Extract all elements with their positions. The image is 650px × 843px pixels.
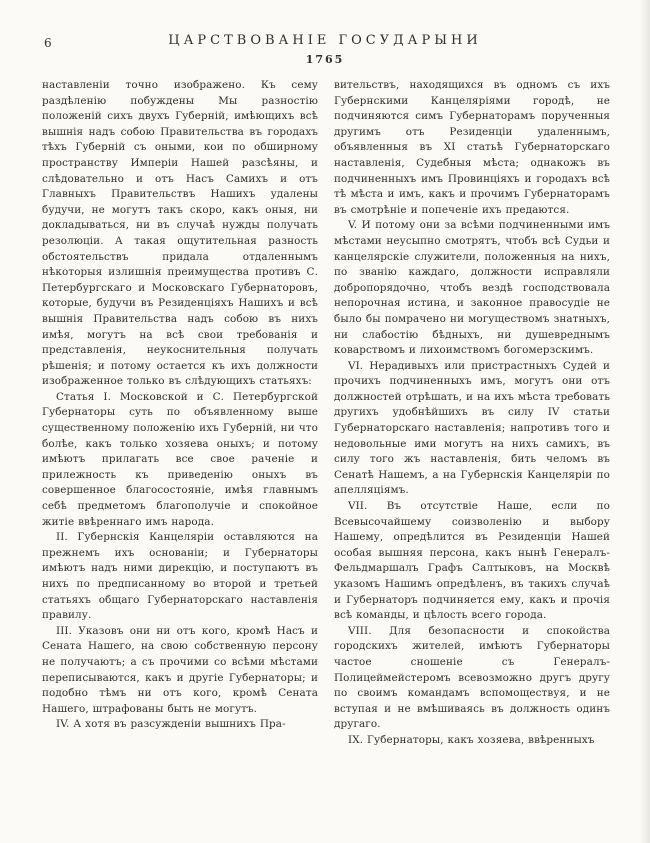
- paragraph-article-6: VI. Нерадивыхъ или пристрастныхъ Судей и прочихъ подчиненныхъ имъ, могутъ они отъ должностей отрѣшать, и на ихъ мѣста требовать другихъ удобнѣйшихъ въ силу IV статьи Губернаторскаго наставленія; напротивъ того и недовольные ими могутъ на нихъ самихъ, въ силу того жъ наставленія, бить челомъ въ Сенатѣ Нашемъ, а на Губернскія Канцеляріи по апелляціямъ.: [334, 359, 610, 497]
- running-head: [0, 0, 650, 66]
- paragraph-article-7: VII. Въ отсутствіе Наше, если по Всевысочайшему соизволенію и выбору Нашему, опредѣлится въ Резиденціи Нашей особая вышняя персона, какъ нынѣ Генералъ-Фельдмаршалъ Графъ Салтыковъ, на Москвѣ указомъ Нашимъ опредѣленъ, въ такихъ случаѣ и Губернаторъ подчиняется ему, какъ и прочія всѣ команды, и цѣлость всего города.: [334, 500, 610, 622]
- paragraph-article-4-continuation: вительствъ, находящихся въ одномъ съ ихъ Губернскими Канцеляріями городѣ, не подчиняются симъ Губернаторамъ порученныя другимъ отъ Резиденціи удаленнымъ, объявленныя въ XI статьѣ Губернаторскаго наставленія, Судебныя мѣста; однакожъ въ подчиненныхъ имъ Провинціяхъ и городахъ всѣ тѣ мѣста и имъ, какъ и прочимъ Губернаторамъ въ смотрѣніе и попеченіе ихъ предаются.: [334, 79, 610, 216]
- text-columns: [0, 66, 650, 749]
- paragraph-article-1: Статья I. Московской и С. Петербургской Губернаторы суть по объявленному выше существенному положенію ихъ Губерній, ни что болѣе, какъ только хозяева оныхъ; и потому имѣютъ прилагать все свое раченіе и прилежность къ приведенію оныхъ въ совершенное благосостояніе, имѣя главнымъ себѣ предметомъ благополучіе и спокойное житіе ввѣреннаго имъ народа.: [42, 390, 318, 528]
- paragraph-article-4-start: IV. А хотя въ разсужденіи вышнихъ Пра-: [56, 718, 286, 731]
- paragraph-article-8: VIII. Для безопасности и спокойства городскихъ жителей, имѣютъ Губернаторы частое сношеніе съ Генералъ-Полицеймейстеромъ всевозможно другъ другу по своимъ командамъ вспомоществуя, и не вступая и не вмѣшиваясь въ должность одинъ другаго.: [334, 624, 610, 731]
- paragraph-article-9-start: IX. Губернаторы, какъ хозяева, ввѣренныхъ: [348, 733, 595, 746]
- paragraph-article-3: III. Указовъ они ни отъ кого, кромѣ Насъ и Сената Нашего, на свою собственную персону не получаютъ; а съ прочими со всѣми мѣстами переписываются, какъ и другіе Губернаторы; и подобно тѣмъ ни отъ кого, кромѣ Сената Нашего, штрафованы быть не могутъ.: [42, 624, 318, 715]
- paragraph-article-5: V. И потому они за всѣми подчиненными имъ мѣстами неусыпно смотрятъ, чтобъ всѣ Судьи и канцелярскіе служители, положенныя на нихъ, по званію каждаго, должности исправляли добропорядочно, чтобъ вездѣ господствовала непорочная истина, и законное правосудіе не было бы помрачено ни могуществомъ знатныхъ, ни слабостію бѣдныхъ, ни душевреднымъ коварствомъ и лихоимствомъ богомерзскимъ.: [334, 219, 610, 357]
- left-column: [42, 78, 318, 749]
- page-number: 6: [44, 36, 52, 50]
- right-column: [334, 78, 610, 749]
- page-header-title: ЦАРСТВОВАНІЕ ГОСУДАРЫНИ: [168, 33, 482, 48]
- paragraph-article-2: II. Губернскія Канцеляріи оставляются на прежнемъ ихъ основаніи; и Губернаторы имѣютъ надъ ними дирекцію, и поступаютъ въ нихъ по предписанному во второй и третьей статьяхъ общаго Губернаторскаго наставленія правилу.: [42, 531, 318, 622]
- page-header-year: 1765: [305, 53, 345, 66]
- paragraph-continuation: наставленіи точно изображено. Къ сему раздѣленію побуждены Мы разностію положеній сихъ двухъ Губерній, имѣющихъ всѣ вышнія надъ собою Правительства въ городахъ тѣхъ Губерній съ оными, кои по обширному пространству Имперіи Нашей разсѣяны, и слѣдовательно и отъ Насъ Самихъ и отъ Главныхъ Правительствъ Нашихъ удалены будучи, не могутъ такъ скоро, какъ оныя, ни докладываться, ни въ случаѣ нужды получать резолюціи. А такая ощутительная разность обстоятельствъ придала отдаленнымъ нѣкоторыя излишнія преимущества противъ С. Петербургскаго и Московскаго Губернаторовъ, которые, будучи въ Резиденціяхъ Нашихъ и всѣ вышнія Правительства надъ собою въ нихъ имѣя, могутъ на всѣ свои требованія и представленія, неукоснительныя получать рѣшенія; и потому остается къ ихъ должности изображенное только въ слѣдующихъ статьяхъ:: [42, 79, 318, 388]
